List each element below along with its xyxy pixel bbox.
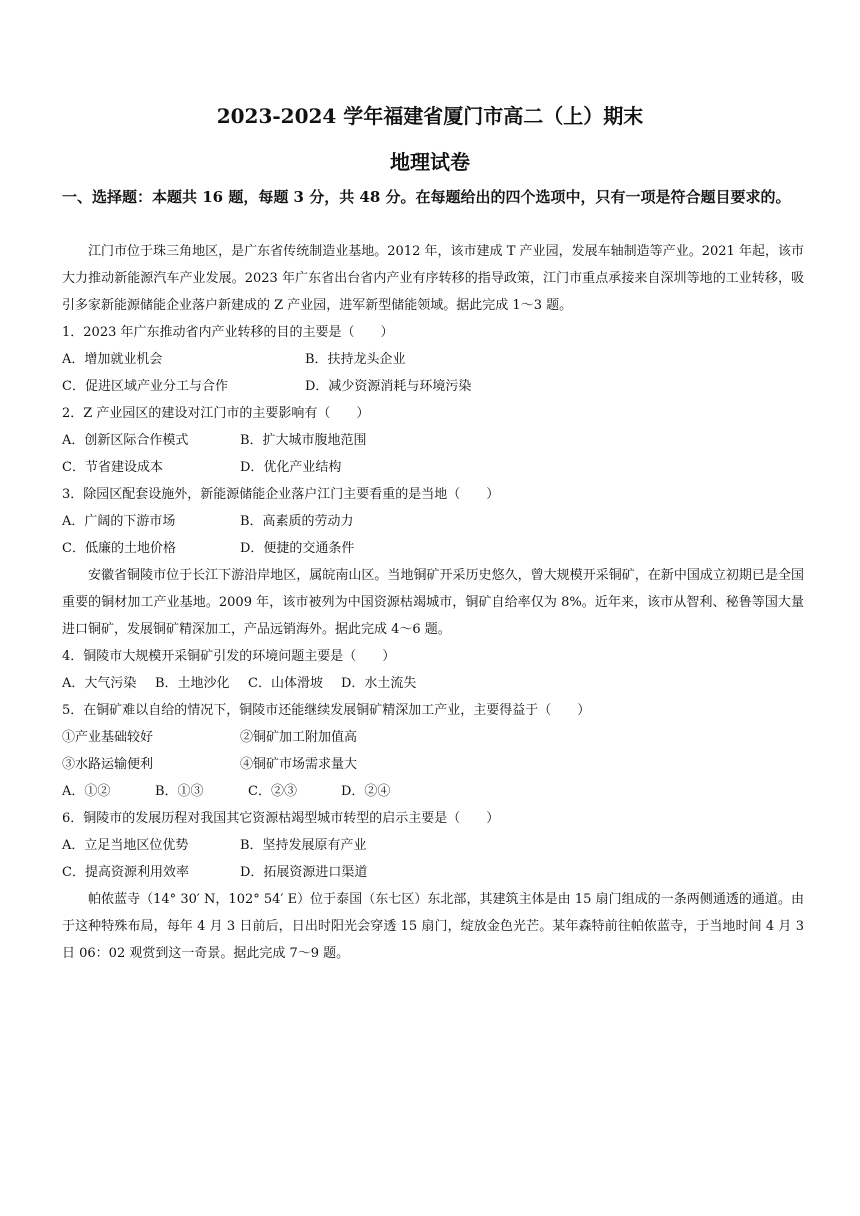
option-b: B．①③: [155, 784, 204, 799]
option-a: A．立足当地区位优势: [62, 838, 189, 853]
question-3-stem: 3．除园区配套设施外，新能源储能企业落户江门主要看重的是当地（ ）: [62, 487, 500, 502]
exam-subject: 地理试卷: [390, 150, 470, 174]
option-c: C．②③: [248, 784, 297, 799]
option-d: D．优化产业结构: [240, 460, 342, 475]
question-5-options: [62, 778, 804, 805]
questions-body: [62, 238, 804, 967]
exam-title: 2023-2024 学年福建省厦门市高二（上）期末: [216, 104, 644, 128]
option-d: D．拓展资源进口渠道: [240, 865, 368, 880]
passage-2: 安徽省铜陵市位于长江下游沿岸地区，属皖南山区。当地铜矿开采历史悠久，曾大规模开采铜矿，在新中国成立初期已是全国重要的铜材加工产业基地。2009 年，该市被列为中国资源枯竭城市，铜矿自给率仅为 8%。近年来，该市从智利、秘鲁等国大量进口铜矿，发展铜矿精深加工，产品远销海外。据此完成 4～6 题。: [62, 568, 804, 637]
option-d: D．②④: [341, 784, 391, 799]
option-a: A．广阔的下游市场: [62, 514, 176, 529]
question-3-options-row-1: [62, 508, 804, 535]
option-b: B．土地沙化: [155, 676, 230, 691]
option-c: C．提高资源利用效率: [62, 865, 189, 880]
option-b: B．扶持龙头企业: [305, 352, 406, 367]
section-heading: 一、选择题：本题共 16 题，每题 3 分，共 48 分。在每题给出的四个选项中，只有一项是符合题目要求的。: [62, 188, 791, 206]
statement-3: ③水路运输便利: [62, 757, 154, 772]
option-a: A．大气污染: [62, 676, 137, 691]
question-1-options-row-1: [62, 346, 804, 373]
option-b: B．高素质的劳动力: [240, 514, 354, 529]
option-a: A．增加就业机会: [62, 352, 163, 367]
option-a: A．创新区际合作模式: [62, 433, 189, 448]
question-2-options-row-1: [62, 427, 804, 454]
statement-1: ①产业基础较好: [62, 730, 154, 745]
question-5-statements-row-2: [62, 751, 804, 778]
question-1-stem: 1．2023 年广东推动省内产业转移的目的主要是（ ）: [62, 325, 394, 340]
question-4-options: [62, 670, 804, 697]
question-6-stem: 6．铜陵市的发展历程对我国其它资源枯竭型城市转型的启示主要是（ ）: [62, 811, 500, 826]
option-c: C．山体滑坡: [248, 676, 323, 691]
question-1-options-row-2: [62, 373, 804, 400]
passage-3: 帕侬蓝寺（14° 30′ N，102° 54′ E）位于泰国（东七区）东北部，其建筑主体是由 15 扇门组成的一条两侧通透的通道。由于这种特殊布局，每年 4 月 3 日前后，日出时阳光会穿透 15 扇门，绽放金色光芒。某年森特前往帕侬蓝寺，于当地时间 4 月 3 日 06：02 观赏到这一奇景。据此完成 7～9 题。: [62, 892, 804, 961]
question-6-options-row-2: [62, 859, 804, 886]
option-d: D．减少资源消耗与环境污染: [305, 379, 472, 394]
question-5-stem: 5．在铜矿难以自给的情况下，铜陵市还能继续发展铜矿精深加工产业，主要得益于（ ）: [62, 703, 591, 718]
option-c: C．低廉的土地价格: [62, 541, 176, 556]
option-c: C．节省建设成本: [62, 460, 163, 475]
option-a: A．①②: [62, 784, 111, 799]
statement-4: ④铜矿市场需求量大: [240, 757, 358, 772]
question-4-stem: 4．铜陵市大规模开采铜矿引发的环境问题主要是（ ）: [62, 649, 396, 664]
statement-2: ②铜矿加工附加值高: [240, 730, 358, 745]
option-b: B．扩大城市腹地范围: [240, 433, 367, 448]
question-3-options-row-2: [62, 535, 804, 562]
option-d: D．水土流失: [341, 676, 417, 691]
option-c: C．促进区域产业分工与合作: [62, 379, 228, 394]
passage-1: 江门市位于珠三角地区，是广东省传统制造业基地。2012 年，该市建成 T 产业园，发展车轴制造等产业。2021 年起，该市大力推动新能源汽车产业发展。2023 年广东省出台省内产业有序转移的指导政策，江门市重点承接来自深圳等地的工业转移，吸引多家新能源储能企业落户新建成的 Z 产业园，进军新型储能领域。据此完成 1～3 题。: [62, 244, 804, 313]
question-5-statements-row-1: [62, 724, 804, 751]
option-d: D．便捷的交通条件: [240, 541, 355, 556]
question-6-options-row-1: [62, 832, 804, 859]
option-b: B．坚持发展原有产业: [240, 838, 367, 853]
question-2-stem: 2．Z 产业园区的建设对江门市的主要影响有（ ）: [62, 406, 370, 421]
question-2-options-row-2: [62, 454, 804, 481]
